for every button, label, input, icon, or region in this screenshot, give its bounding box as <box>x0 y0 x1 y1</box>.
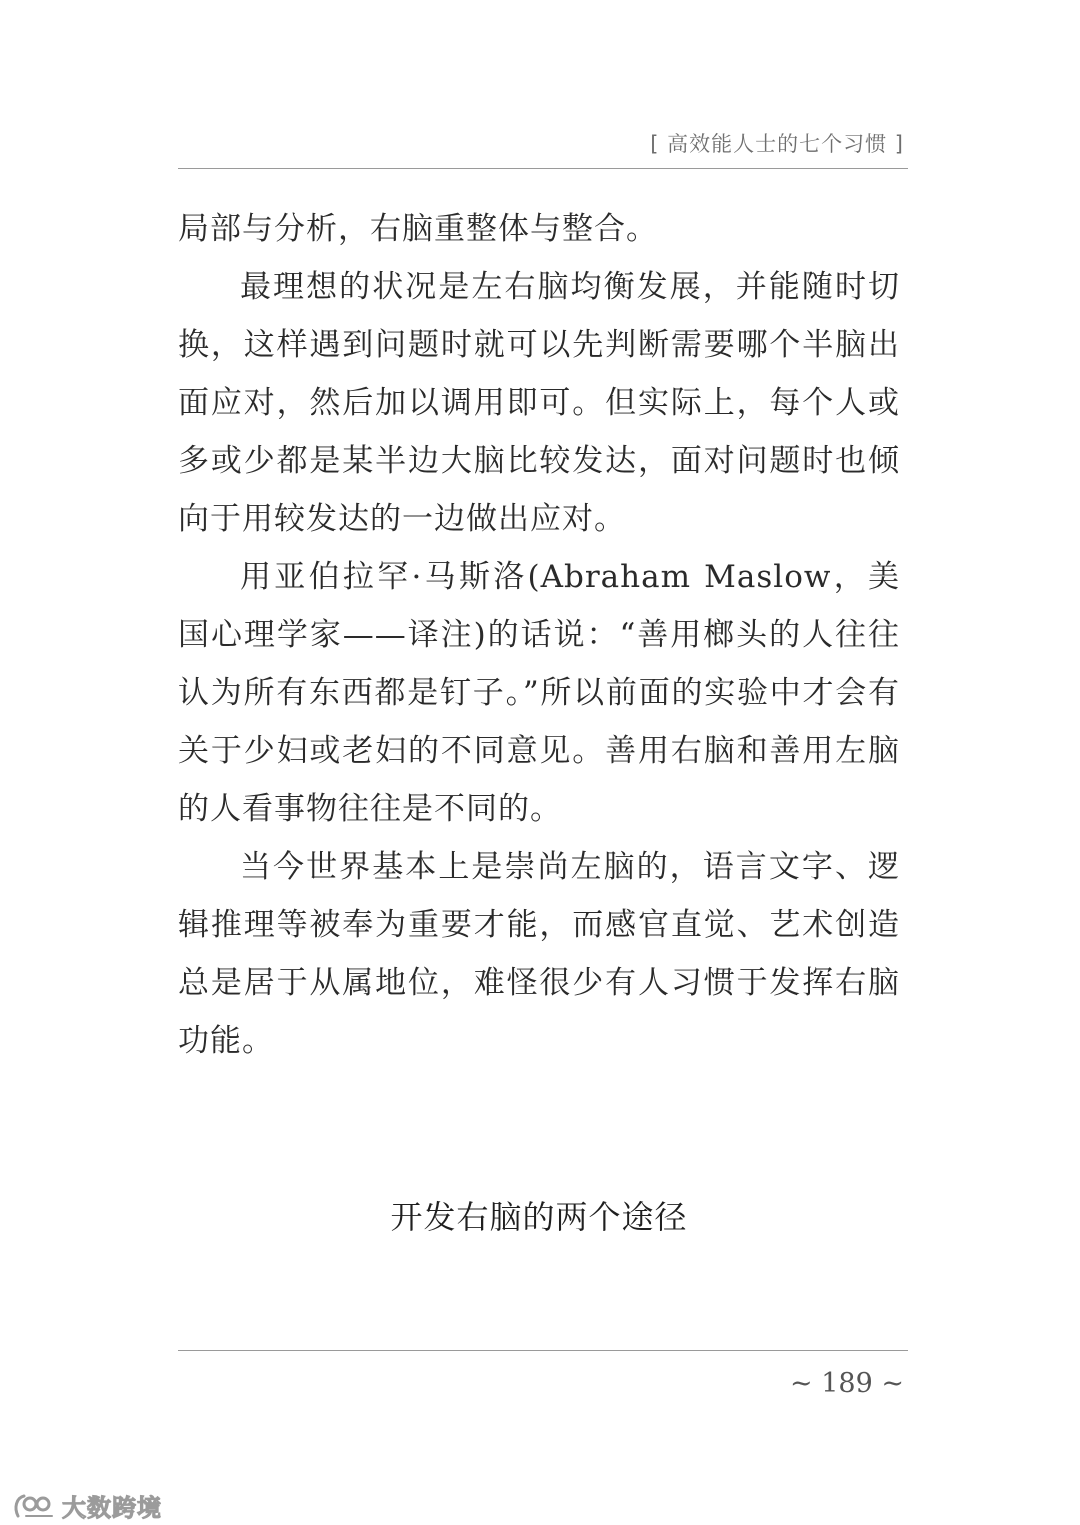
footer-divider <box>178 1350 908 1351</box>
paragraph-continuation: 局部与分析，右脑重整体与整合。 <box>178 211 658 247</box>
brand-logo-icon <box>12 1490 58 1522</box>
section-heading: 开发右脑的两个途径 <box>390 1198 688 1236</box>
body-text <box>178 200 900 1070</box>
watermark-text: 大数跨境 <box>62 1494 162 1522</box>
paragraph: 最理想的状况是左右脑均衡发展，并能随时切换，这样遇到问题时就可以先判断需要哪个半脑出面应对，然后加以调用即可。但实际上，每个人或多或少都是某半边大脑比较发达，面对问题时也倾向于用较发达的一边做出应对。 <box>178 269 900 537</box>
watermark <box>12 1488 162 1523</box>
paragraph: 用亚伯拉罕·马斯洛(Abraham Maslow，美国心理学家——译注)的话说：“善用榔头的人往往认为所有东西都是钉子。”所以前面的实验中才会有关于少妇或老妇的不同意见。善用右脑和善用左脑的人看事物往往是不同的。 <box>178 559 900 827</box>
running-header <box>178 120 908 169</box>
book-title: [ 高效能人士的七个习惯 ] <box>650 132 904 156</box>
page-number: ~ 189 ~ <box>790 1368 904 1399</box>
paragraph: 当今世界基本上是崇尚左脑的，语言文字、逻辑推理等被奉为重要才能，而感官直觉、艺术创造总是居于从属地位，难怪很少有人习惯于发挥右脑功能。 <box>178 849 900 1059</box>
